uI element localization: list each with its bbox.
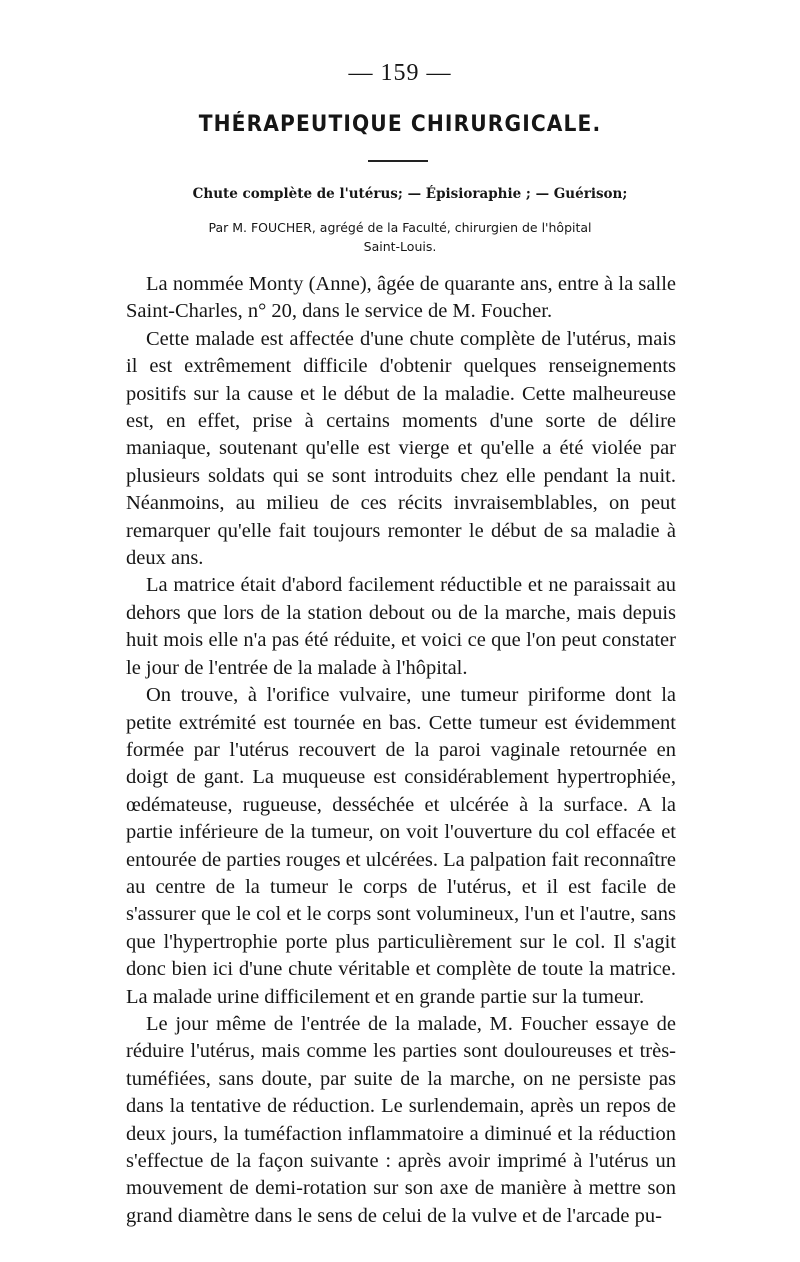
title-divider: [368, 160, 428, 162]
author-byline: Par M. FOUCHER, agrégé de la Faculté, chirurgien de l'hôpital Saint-Louis.: [208, 220, 592, 254]
paragraph: La nommée Monty (Anne), âgée de quarante ans, entre à la salle Saint-Charles, n° 20, dans le service de M. Foucher.: [126, 273, 676, 323]
paragraph: La matrice était d'abord facilement réductible et ne paraissait au dehors que lors de la station debout ou de la marche, mais depuis huit mois elle n'a pas été réduite, et voici ce que l'on peut constater le jour de l'entrée de la malade à l'hôpital.: [126, 574, 676, 679]
paragraph: Cette malade est affectée d'une chute complète de l'utérus, mais il est extrêmement difficile d'obtenir quelques renseignements positifs sur la cause et le début de la maladie. Cette malheureuse est, en effet, prise à certains moments d'une sorte de délire maniaque, soutenant qu'elle est vierge et qu'elle a été violée par plusieurs soldats qui se sont introduits chez elle pendant la nuit. Néanmoins, au milieu de ces récits invraisemblables, on peut remarquer qu'elle fait toujours remonter le début de sa maladie à deux ans.: [126, 327, 676, 570]
paragraph: Le jour même de l'entrée de la malade, M. Foucher essaye de réduire l'utérus, mais comme les parties sont douloureuses et très-tuméfiées, sans doute, par suite de la marche, on ne persiste pas dans la tentative de réduction. Le surlendemain, après un repos de deux jours, la tuméfaction inflammatoire a diminué et la réduction s'effectue de la façon suivante : après avoir imprimé à l'utérus un mouvement de demi-rotation sur son axe de manière à mettre son grand diamètre dans le sens de celui de la vulve et de l'arcade pu-: [126, 1012, 676, 1227]
article-body: [126, 271, 676, 1230]
paragraph: On trouve, à l'orifice vulvaire, une tumeur piriforme dont la petite extrémité est tournée en bas. Cette tumeur est évidemment formée par l'utérus recouvert de la paroi vaginale retournée en doigt de gant. La muqueuse est considérablement hypertrophiée, œdémateuse, rugueuse, desséchée et ulcérée à la surface. A la partie inférieure de la tumeur, on voit l'ouverture du col effacée et entourée de parties rouges et ulcérées. La palpation fait reconnaître au centre de la tumeur le corps de l'utérus, et il est facile de s'assurer que le col et le corps sont volumineux, l'un et l'autre, sans que l'hypertrophie porte plus particulièrement sur le col. Il s'agit donc bien ici d'une chute véritable et complète de toute la matrice. La malade urine difficilement et en grande partie sur la tumeur.: [126, 684, 676, 1008]
section-title: THÉRAPEUTIQUE CHIRURGICALE.: [198, 112, 602, 137]
page-number: — 159 —: [348, 60, 452, 86]
article-subtitle: Chute complète de l'utérus; — Épisioraphie ; — Guérison;: [192, 186, 628, 202]
